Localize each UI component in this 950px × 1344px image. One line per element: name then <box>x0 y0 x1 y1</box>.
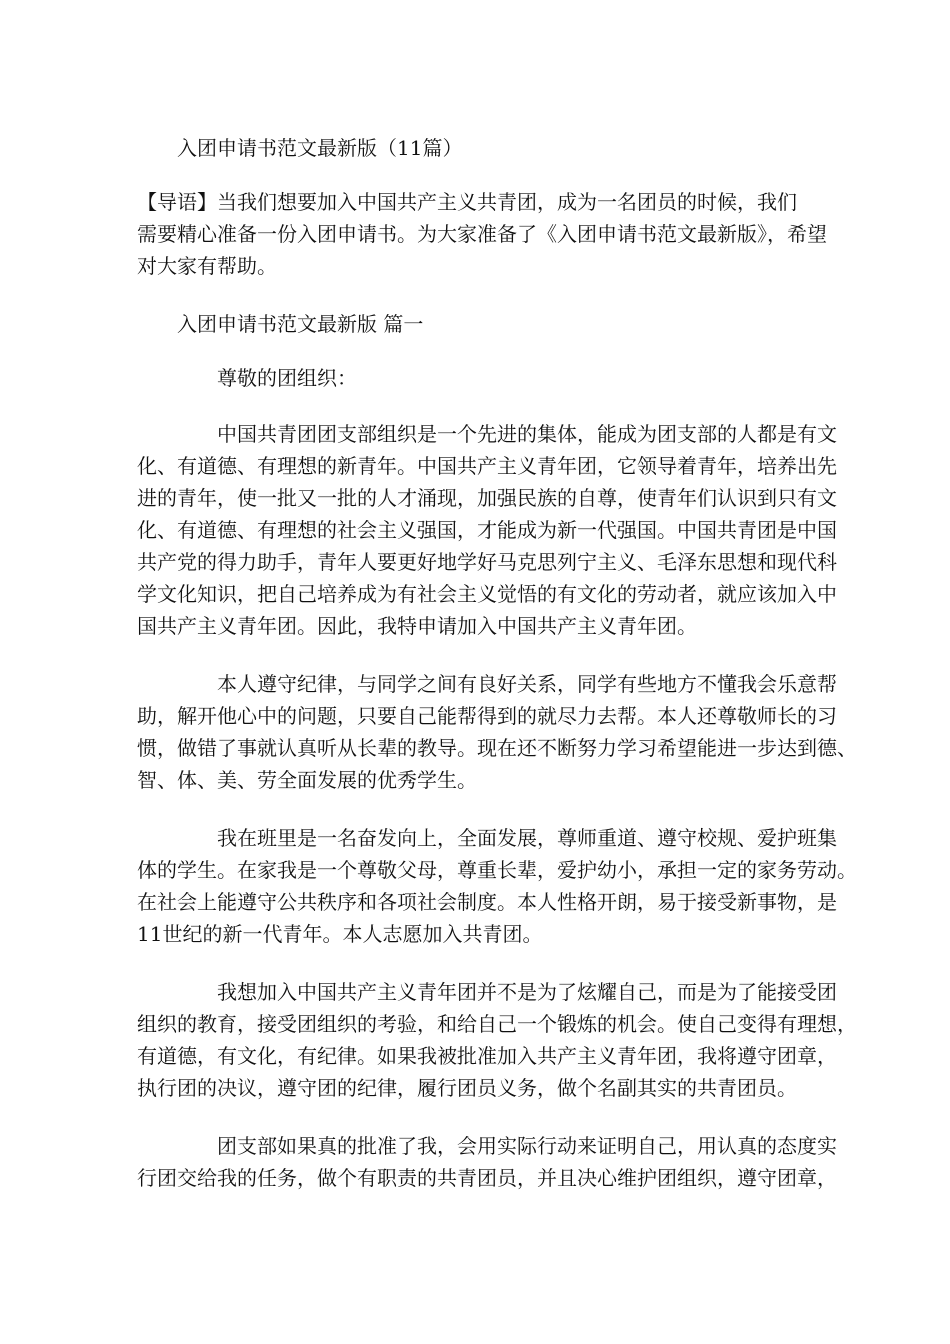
paragraph-line: 智、体、美、劳全面发展的优秀学生。 <box>137 768 477 792</box>
salutation-line: 尊敬的团组织： <box>217 366 357 390</box>
paragraph-line: 国共产主义青年团。因此，我特申请加入中国共产主义青年团。 <box>137 614 697 638</box>
intro-line: 对大家有帮助。 <box>137 254 277 278</box>
body-paragraph-4 <box>137 976 857 1104</box>
body-paragraph-3 <box>137 822 857 950</box>
paragraph-line: 共产党的得力助手，青年人要更好地学好马克思列宁主义、毛泽东思想和现代科 <box>137 550 837 574</box>
paragraph-line: 在社会上能遵守公共秩序和各项社会制度。本人性格开朗，易于接受新事物，是 <box>137 890 837 914</box>
section-heading <box>137 308 827 340</box>
document-title <box>137 132 827 164</box>
intro-line: 需要精心准备一份入团申请书。为大家准备了《入团申请书范文最新版》，希望 <box>137 222 827 246</box>
paragraph-line: 学文化知识，把自己培养成为有社会主义觉悟的有文化的劳动者，就应该加入中 <box>137 582 837 606</box>
section-heading-line: 入团申请书范文最新版 篇一 <box>177 312 424 336</box>
paragraph-line: 有道德，有文化，有纪律。如果我被批准加入共产主义青年团，我将遵守团章， <box>137 1044 837 1068</box>
intro-line: 【导语】当我们想要加入中国共产主义共青团，成为一名团员的时候，我们 <box>137 190 797 214</box>
paragraph-line: 本人遵守纪律，与同学之间有良好关系，同学有些地方不懂我会乐意帮 <box>217 672 837 696</box>
paragraph-line: 中国共青团团支部组织是一个先进的集体，能成为团支部的人都是有文 <box>217 422 837 446</box>
paragraph-line: 体的学生。在家我是一个尊敬父母，尊重长辈，爱护幼小，承担一定的家务劳动。 <box>137 858 857 882</box>
paragraph-line: 助，解开他心中的问题，只要自己能帮得到的就尽力去帮。本人还尊敬师长的习 <box>137 704 837 728</box>
paragraph-line: 行团交给我的任务，做个有职责的共青团员，并且决心维护团组织，遵守团章， <box>137 1166 837 1190</box>
paragraph-line: 我在班里是一名奋发向上，全面发展，尊师重道、遵守校规、爱护班集 <box>217 826 837 850</box>
paragraph-line: 我想加入中国共产主义青年团并不是为了炫耀自己，而是为了能接受团 <box>217 980 837 1004</box>
paragraph-line: 组织的教育，接受团组织的考验，和给自己一个锻炼的机会。使自己变得有理想， <box>137 1012 857 1036</box>
body-paragraph-5 <box>137 1130 837 1194</box>
body-paragraph-1 <box>137 418 837 642</box>
paragraph-line: 进的青年，使一批又一批的人才涌现，加强民族的自尊，使青年们认识到只有文 <box>137 486 837 510</box>
title-line: 入团申请书范文最新版（11篇） <box>177 136 463 160</box>
intro-paragraph <box>137 186 827 282</box>
body-paragraph-2 <box>137 668 857 796</box>
paragraph-line: 团支部如果真的批准了我，会用实际行动来证明自己，用认真的态度实 <box>217 1134 837 1158</box>
paragraph-line: 11世纪的新一代青年。本人志愿加入共青团。 <box>137 922 543 946</box>
paragraph-line: 惯，做错了事就认真听从长辈的教导。现在还不断努力学习希望能进一步达到德、 <box>137 736 857 760</box>
paragraph-line: 化、有道德、有理想的新青年。中国共产主义青年团，它领导着青年，培养出先 <box>137 454 837 478</box>
paragraph-line: 化、有道德、有理想的社会主义强国，才能成为新一代强国。中国共青团是中国 <box>137 518 837 542</box>
salutation <box>137 362 827 394</box>
paragraph-line: 执行团的决议，遵守团的纪律，履行团员义务，做个名副其实的共青团员。 <box>137 1076 797 1100</box>
